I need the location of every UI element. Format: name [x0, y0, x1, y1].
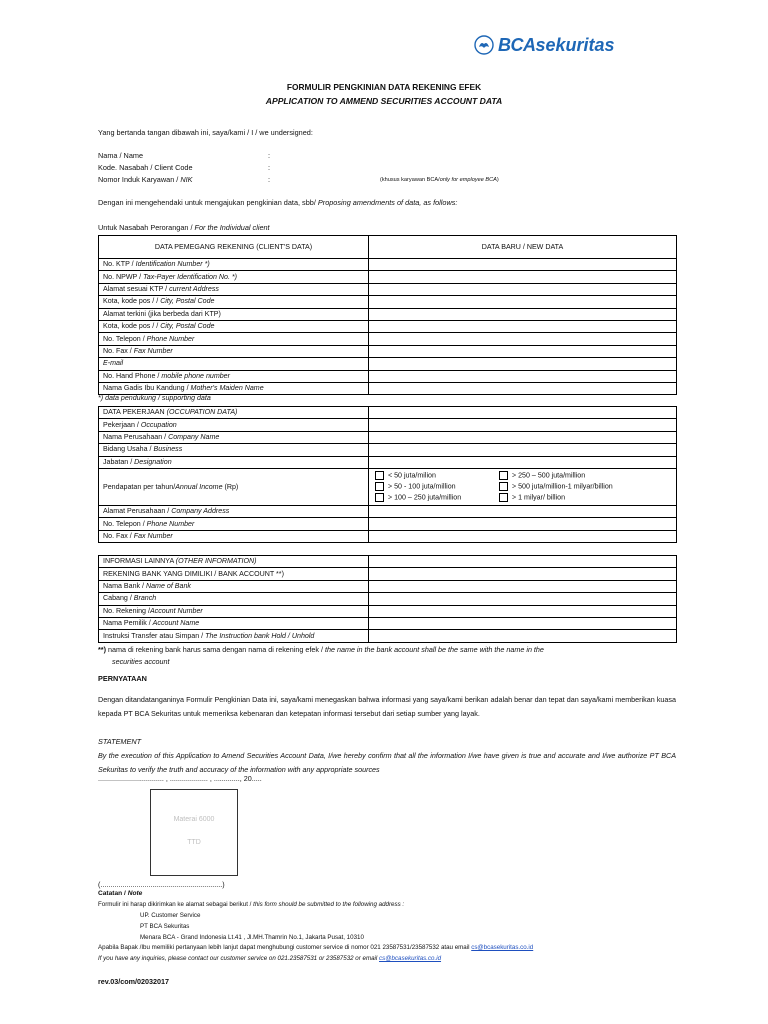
bank-account-note: **) nama di rekening bank harus sama dengan nama di rekening efek / the name in the bank account shall be the same with the name in the [98, 645, 544, 654]
income-option[interactable]: > 250 – 500 juta/million [499, 471, 585, 480]
statement-id-title: PERNYATAAN [98, 674, 147, 683]
note-title: Catatan / Note [98, 890, 143, 897]
new-data-cell[interactable] [369, 308, 677, 320]
table-row: Kota, kode pos / / City, Postal Code [99, 296, 677, 308]
new-data-cell[interactable] [369, 630, 677, 642]
new-data-cell[interactable] [369, 333, 677, 345]
new-data-cell[interactable] [369, 605, 677, 617]
table-row: Alamat sesuai KTP / current Address [99, 283, 677, 295]
client-code-label: Kode. Nasabah / Client Code [98, 163, 193, 172]
date-line[interactable]: ................................. , ................... , ............., 20..... [98, 774, 262, 783]
revision-code: rev.03/com/02032017 [98, 977, 170, 986]
other-information-table [98, 555, 677, 643]
table-row: No. NPWP / Tax-Payer Identification No. *) [99, 271, 677, 283]
address-line: Menara BCA - Grand Indonesia Lt.41 , Jl.MH.Thamrin No.1, Jakarta Pusat, 10310 [140, 934, 364, 941]
new-data-cell[interactable] [369, 505, 677, 517]
table-row: E-mail [99, 358, 677, 370]
bca-sekuritas-logo [474, 34, 615, 56]
nik-label: Nomor Induk Karyawan / NIK [98, 175, 193, 184]
new-data-header: DATA BARU / NEW DATA [369, 236, 677, 259]
table-row: Instruksi Transfer atau Simpan / The Instruction bank Hold / Unhold [99, 630, 677, 642]
bank-account-header: REKENING BANK YANG DIMILIKI / BANK ACCOUNT **) [99, 568, 369, 580]
table-row: No. Fax / Fax Number [99, 345, 677, 357]
logo-bca-text: BCA [498, 34, 536, 55]
employee-note: (khusus karyawan BCA/only for employee BCA) [380, 177, 499, 183]
income-option[interactable]: > 500 juta/million-1 milyar/billion [499, 482, 613, 491]
table-row: Nama Perusahaan / Company Name [99, 431, 677, 443]
name-label: Nama / Name [98, 151, 144, 160]
new-data-cell[interactable] [369, 320, 677, 332]
income-row: Pendapatan per tahun/Annual Income (Rp) < 50 juta/milion > 50 - 100 juta/million > 100 – 250 juta/million > 250 – 500 juta/million > 500 juta/million-1 milyar/billion > 1 milyar/ billion [99, 468, 677, 505]
table-row: No. Hand Phone / mobile phone number [99, 370, 677, 382]
table-row: No. KTP / Identification Number *) [99, 259, 677, 271]
stamp-signature-box[interactable] [150, 789, 238, 876]
income-option[interactable]: > 100 – 250 juta/million [375, 493, 461, 502]
new-data-cell[interactable] [369, 617, 677, 629]
new-data-cell[interactable] [369, 358, 677, 370]
client-data-table [98, 235, 677, 395]
address-line: UP. Customer Service [140, 912, 201, 919]
new-data-cell[interactable] [369, 431, 677, 443]
table-row: Bidang Usaha / Business [99, 444, 677, 456]
client-code-colon: : [268, 163, 271, 172]
new-data-cell[interactable] [369, 370, 677, 382]
other-information-header: INFORMASI LAINNYA (OTHER INFORMATION) [99, 556, 369, 568]
contact-id: Apabila Bapak /Ibu memiliki pertanyaan lebih lanjut dapat menghubungi customer service di nomor 021 23587531/23587532 atau email cs@bcasekuritas.co.id [98, 944, 534, 951]
occupation-header: DATA PEKERJAAN (OCCUPATION DATA) [99, 407, 369, 419]
new-data-cell[interactable] [369, 530, 677, 542]
table-row: No. Fax / Fax Number [99, 530, 677, 542]
statement-en-title: STATEMENT [98, 737, 142, 746]
bca-logo-icon [474, 35, 494, 55]
table-row: No. Telepon / Phone Number [99, 518, 677, 530]
statement-id-text: Dengan ditandatanganinya Formulir Pengkinian Data ini, saya/kami menegaskan bahwa informasi yang saya/kami berikan adalah benar dan tepat dan saya/kami memberikan kuasa kepada PT BCA Sekuritas untuk memeriksa kebenaran dan ketepatan informasi tersebut dari setiap sumber yang layak. [98, 695, 676, 718]
table-row: Alamat Perusahaan / Company Address [99, 505, 677, 517]
email-link[interactable]: cs@bcasekuritas.co.id [379, 955, 442, 962]
table-row: Pekerjaan / Occupation [99, 419, 677, 431]
table-row: Nama Bank / Name of Bank [99, 580, 677, 592]
new-data-cell[interactable] [369, 419, 677, 431]
new-data-cell[interactable] [369, 518, 677, 530]
table-row: No. Telepon / Phone Number [99, 333, 677, 345]
new-data-cell[interactable] [369, 296, 677, 308]
bank-account-note-cont: securities account [112, 657, 170, 666]
table-row: Nama Gadis Ibu Kandung / Mother's Maiden Name [99, 382, 677, 394]
checkbox[interactable] [375, 493, 384, 502]
logo-sekuritas-text: sekuritas [535, 34, 615, 55]
client-data-header: DATA PEMEGANG REKENING (CLIENT'S DATA) [99, 236, 369, 259]
new-data-cell[interactable] [369, 259, 677, 271]
income-option[interactable]: < 50 juta/milion [375, 471, 436, 480]
address-line: PT BCA Sekuritas [140, 923, 190, 930]
intro-text: Yang bertanda tangan dibawah ini, saya/kami / I / we undersigned: [98, 128, 313, 137]
income-option[interactable]: > 50 - 100 juta/million [375, 482, 456, 491]
new-data-cell[interactable] [369, 382, 677, 394]
table-row: Alamat terkini (jika berbeda dari KTP) [99, 308, 677, 320]
note-intro: Formulir ini harap dikirimkan ke alamat sebagai berikut / this form should be submitted to the following address : [98, 901, 405, 908]
checkbox[interactable] [375, 482, 384, 491]
name-colon: : [268, 151, 271, 160]
signature-label: TTD [187, 838, 201, 846]
supporting-note: *) data pendukung / supporting data [98, 394, 211, 402]
nik-colon: : [268, 175, 271, 184]
new-data-cell[interactable] [369, 271, 677, 283]
form-title: FORMULIR PENGKINIAN DATA REKENING EFEK [286, 82, 482, 92]
stamp-label: Materai 6000 [173, 816, 215, 823]
new-data-cell[interactable] [369, 283, 677, 295]
table-row: Nama Pemilik / Account Name [99, 617, 677, 629]
request-text: Dengan ini mengehendaki untuk mengajukan pengkinian data, sbb/ Proposing amendments of data, as follows: [98, 198, 458, 207]
new-data-cell[interactable] [369, 444, 677, 456]
table-row: Kota, kode pos / / City, Postal Code [99, 320, 677, 332]
new-data-cell[interactable] [369, 456, 677, 468]
new-data-cell[interactable] [369, 580, 677, 592]
income-option[interactable]: > 1 milyar/ billion [499, 493, 565, 502]
individual-label: Untuk Nasabah Perorangan / For the Individual client [98, 223, 270, 232]
signature-name-line[interactable]: (.............................................................) [98, 880, 225, 889]
checkbox[interactable] [499, 471, 508, 480]
form-subtitle: APPLICATION TO AMMEND SECURITIES ACCOUNT DATA [265, 96, 503, 106]
income-options [369, 468, 677, 505]
checkbox[interactable] [499, 493, 508, 502]
table-row: Cabang / Branch [99, 593, 677, 605]
new-data-cell[interactable] [369, 593, 677, 605]
table-row: Jabatan / Designation [99, 456, 677, 468]
statement-en-text: By the execution of this Application to Amend Securities Account Data, I/we hereby confirm that all the information I/we have given is true and accurate and I/we authorize PT BCA Sekuritas to verify the truth and accuracy of the information with any appropriate sources [98, 751, 676, 774]
table-row: No. Rekening /Account Number [99, 605, 677, 617]
email-link[interactable]: cs@bcasekuritas.co.id [471, 944, 534, 951]
checkbox[interactable] [499, 482, 508, 491]
checkbox[interactable] [375, 471, 384, 480]
occupation-table [98, 406, 677, 543]
new-data-cell[interactable] [369, 345, 677, 357]
contact-en: If you have any inquiries, please contact our customer service on 021.23587531 or 23587532 or email cs@bcasekuritas.co.id [98, 955, 442, 962]
